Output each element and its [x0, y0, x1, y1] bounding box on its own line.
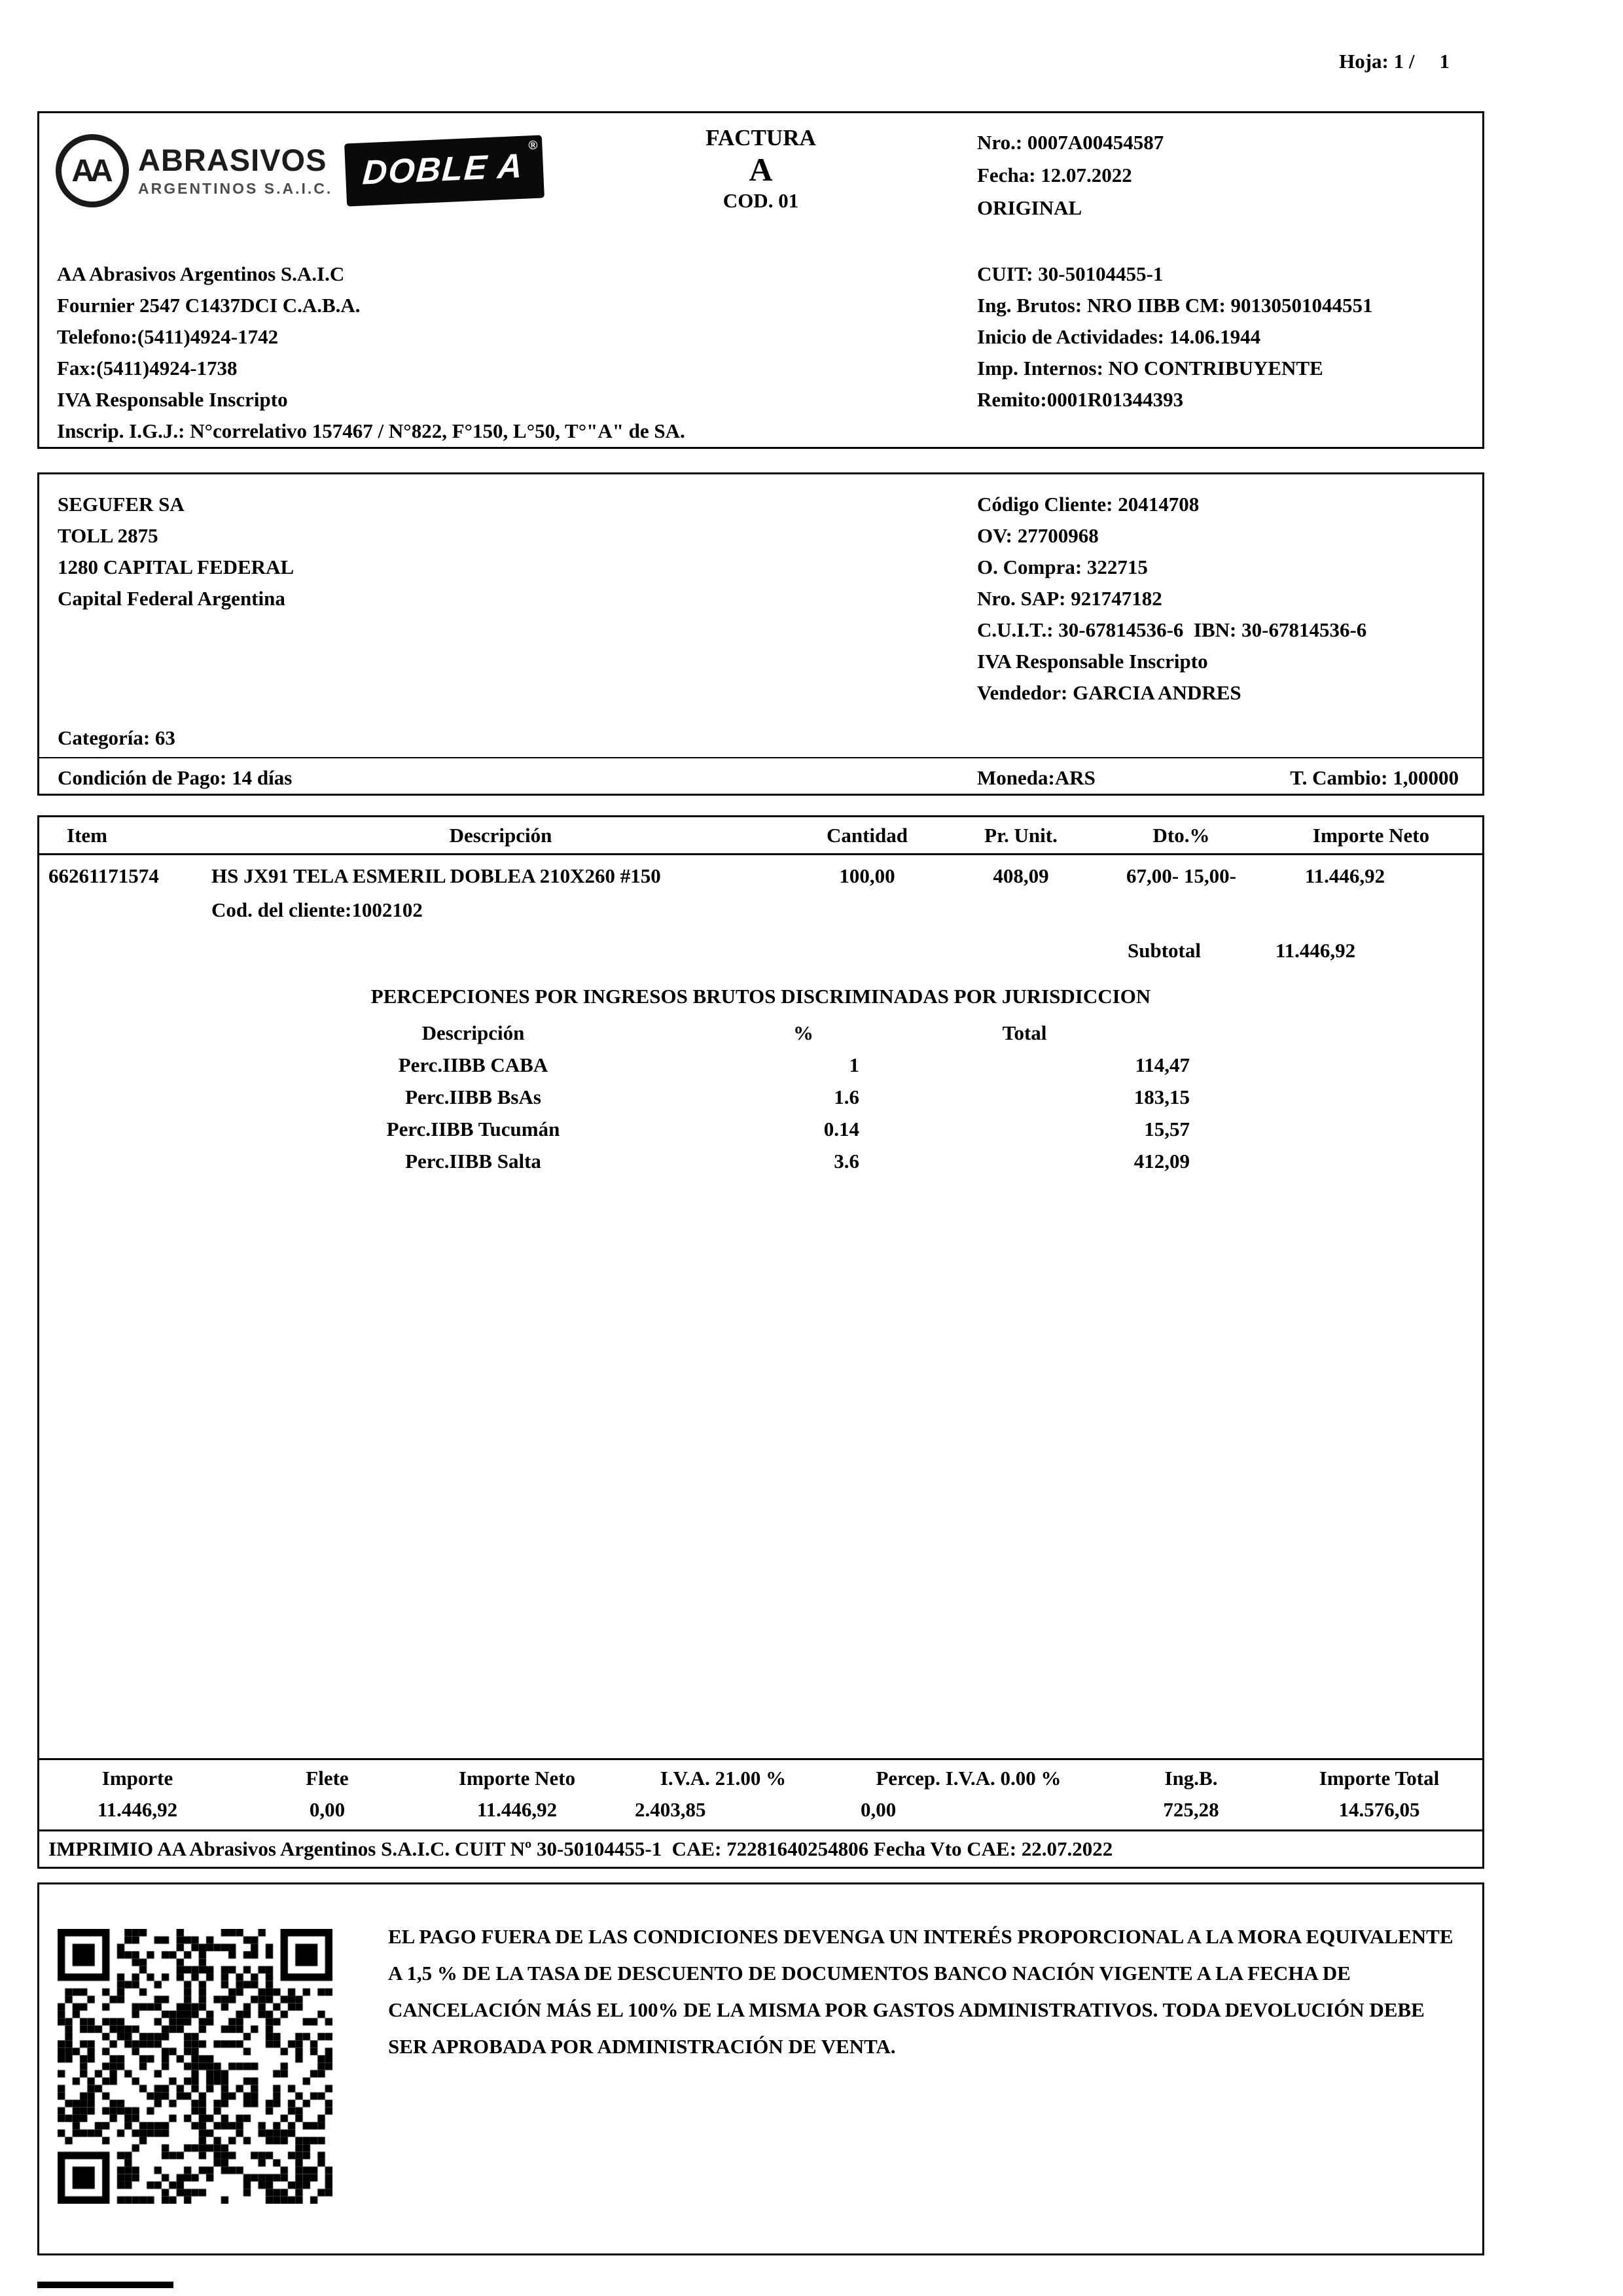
percep-desc: Perc.IIBB Salta [405, 1150, 541, 1173]
legal-text: EL PAGO FUERA DE LAS CONDICIONES DEVENGA UN INTERÉS PROPORCIONAL A LA MORA EQUIVALENTE A 1,5 % DE LA TASA DE DESCUENTO DE DOCUMENTOS BANCO NACIÓN VIGENTE A LA FECHA DE CANCELACIÓN MÁS EL 100% DE LA MISMA POR GASTOS ADMINISTRATIVOS. TODA DEVOLUCIÓN DEBE SER APROBADA POR ADMINISTRACIÓN DE VENTA. [388, 1925, 1454, 2058]
percep-col-pct: % [793, 1021, 813, 1044]
total-value-importe-total: 14.576,05 [1338, 1798, 1420, 1821]
item-discount: 67,00- 15,00- [1126, 864, 1236, 887]
total-value-flete: 0,00 [309, 1798, 346, 1821]
doblea-logo [344, 135, 544, 206]
issuer-address: Fournier 2547 C1437DCI C.A.B.A. [57, 294, 361, 317]
brand-subname: ARGENTINOS S.A.I.C. [138, 179, 333, 197]
document-code: COD. 01 [722, 188, 799, 212]
total-label-importe: Importe [101, 1767, 173, 1790]
percep-desc: Perc.IIBB Tucumán [386, 1118, 560, 1140]
doblea-logo-text: DOBLE A [361, 147, 525, 192]
item-net-amount: 11.446,92 [1304, 864, 1385, 887]
percep-row [39, 1086, 1482, 1109]
percep-pct: 1 [849, 1053, 859, 1076]
issuer-fax: Fax:(5411)4924-1738 [57, 357, 238, 380]
total-label-iva: I.V.A. 21.00 % [660, 1767, 787, 1790]
client-name: SEGUFER SA [58, 493, 185, 516]
subtotal-label: Subtotal [1128, 939, 1201, 962]
issuer-imp-internos: Imp. Internos: NO CONTRIBUYENTE [977, 357, 1323, 380]
total-value-importe-neto: 11.446,92 [476, 1798, 558, 1821]
client-sap-number: Nro. SAP: 921747182 [977, 587, 1162, 610]
invoice-date: Fecha: 12.07.2022 [977, 164, 1132, 186]
total-value-iva: 2.403,85 [635, 1798, 706, 1821]
total-value-percep-iva: 0,00 [861, 1798, 897, 1821]
payment-terms: Condición de Pago: 14 días [58, 766, 293, 789]
brand-name: ABRASIVOS [138, 143, 327, 178]
client-purchase-order: O. Compra: 322715 [977, 556, 1148, 578]
totals-section [39, 1758, 1482, 1829]
client-category: Categoría: 63 [58, 726, 175, 749]
percep-row [39, 1150, 1482, 1173]
totals-values-row [39, 1798, 1482, 1822]
total-label-importe-neto: Importe Neto [458, 1767, 576, 1790]
document-letter: A [749, 151, 773, 188]
original-label: ORIGINAL [977, 196, 1082, 219]
percep-pct: 1.6 [834, 1086, 859, 1108]
percepciones-title: PERCEPCIONES POR INGRESOS BRUTOS DISCRIMINADAS POR JURISDICCION [370, 985, 1151, 1008]
percep-row [39, 1053, 1482, 1077]
item-row [39, 864, 1482, 888]
brand-text [138, 144, 332, 197]
cae-line: IMPRIMIO AA Abrasivos Argentinos S.A.I.C. CUIT Nº 30-50104455-1 CAE: 72281640254806 Fecha Vto CAE: 22.07.2022 [39, 1829, 1482, 1867]
client-ov: OV: 27700968 [977, 524, 1099, 547]
subtotal-value: 11.446,92 [1275, 939, 1356, 962]
percep-total: 183,15 [1133, 1086, 1190, 1108]
percep-total: 15,57 [1144, 1118, 1190, 1140]
company-logo [56, 134, 543, 207]
items-box [37, 815, 1484, 1869]
total-value-ing-b: 725,28 [1163, 1798, 1219, 1821]
issuer-igj: Inscrip. I.G.J.: N°correlativo 157467 / N°822, F°150, L°50, T°"A" de SA. [57, 419, 685, 442]
currency: Moneda:ARS [977, 766, 1096, 789]
client-code: Código Cliente: 20414708 [977, 493, 1200, 516]
client-address-block [58, 489, 294, 614]
sheet-label: Hoja: 1 / [1339, 50, 1415, 73]
document-type: FACTURA [705, 125, 816, 150]
remito-number: Remito:0001R01344393 [977, 388, 1184, 411]
client-detail-block [977, 489, 1366, 709]
percep-row [39, 1118, 1482, 1141]
total-value-importe: 11.446,92 [97, 1798, 178, 1821]
item-unit-price: 408,09 [993, 864, 1049, 887]
document-number-block [977, 126, 1164, 224]
client-salesperson: Vendedor: GARCIA ANDRES [977, 681, 1241, 704]
issuer-cuit: CUIT: 30-50104455-1 [977, 262, 1164, 285]
total-label-percep-iva: Percep. I.V.A. 0.00 % [876, 1767, 1061, 1790]
items-table-header [39, 817, 1482, 855]
percep-total: 412,09 [1133, 1150, 1190, 1173]
item-code: 66261171574 [48, 864, 159, 887]
col-header-dto: Dto.% [1152, 824, 1210, 847]
client-address2: 1280 CAPITAL FEDERAL [58, 556, 294, 578]
percep-col-total: Total [1002, 1021, 1047, 1044]
percep-col-descripcion: Descripción [421, 1021, 525, 1044]
percep-desc: Perc.IIBB BsAs [405, 1086, 541, 1108]
issuer-name: AA Abrasivos Argentinos S.A.I.C [57, 262, 345, 285]
sheet-number: 1 [1439, 50, 1450, 73]
invoice-number: Nro.: 0007A00454587 [977, 131, 1164, 154]
total-label-flete: Flete [306, 1767, 349, 1790]
issuer-ing-brutos: Ing. Brutos: NRO IIBB CM: 90130501044551 [977, 294, 1373, 317]
client-item-code: Cod. del cliente:1002102 [211, 898, 423, 921]
col-header-cantidad: Cantidad [826, 824, 908, 847]
col-header-importe-neto: Importe Neto [1312, 824, 1430, 847]
percep-pct: 3.6 [834, 1150, 859, 1173]
totals-labels-row [39, 1767, 1482, 1790]
issuer-info [57, 258, 685, 447]
qr-code [58, 1929, 332, 2204]
col-header-descripcion: Descripción [449, 824, 552, 847]
header-box [37, 111, 1484, 449]
client-box [37, 472, 1484, 796]
issuer-inicio-actividades: Inicio de Actividades: 14.06.1944 [977, 325, 1261, 348]
client-iva-status: IVA Responsable Inscripto [977, 650, 1208, 673]
aa-circle-logo-icon: AA [56, 134, 129, 207]
client-cuit: C.U.I.T.: 30-67814536-6 IBN: 30-67814536-6 [977, 618, 1367, 641]
payment-terms-row [39, 757, 1482, 796]
item-quantity: 100,00 [839, 864, 895, 887]
issuer-phone: Telefono:(5411)4924-1742 [57, 325, 279, 348]
percep-pct: 0.14 [823, 1118, 859, 1140]
client-address3: Capital Federal Argentina [58, 587, 285, 610]
sheet-indicator [37, 50, 1450, 73]
col-header-pr-unit: Pr. Unit. [984, 824, 1058, 847]
percepciones-table [39, 1021, 1482, 1182]
exchange-rate: T. Cambio: 1,00000 [1290, 766, 1459, 789]
document-type-block [705, 125, 816, 213]
issuer-fiscal-info [977, 258, 1373, 415]
percepciones-header [39, 1021, 1482, 1045]
issuer-iva-status: IVA Responsable Inscripto [57, 388, 288, 411]
col-header-item: Item [67, 824, 107, 847]
total-label-importe-total: Importe Total [1319, 1767, 1440, 1790]
client-address1: TOLL 2875 [58, 524, 158, 547]
bottom-mark [37, 2282, 173, 2288]
registered-mark-icon: ® [528, 138, 539, 153]
total-label-ing-b: Ing.B. [1164, 1767, 1218, 1790]
percep-desc: Perc.IIBB CABA [398, 1053, 548, 1076]
subtotal-row [39, 939, 1482, 963]
footer-box [37, 1882, 1484, 2255]
item-description: HS JX91 TELA ESMERIL DOBLEA 210X260 #150 [211, 864, 661, 887]
percep-total: 114,47 [1135, 1053, 1190, 1076]
